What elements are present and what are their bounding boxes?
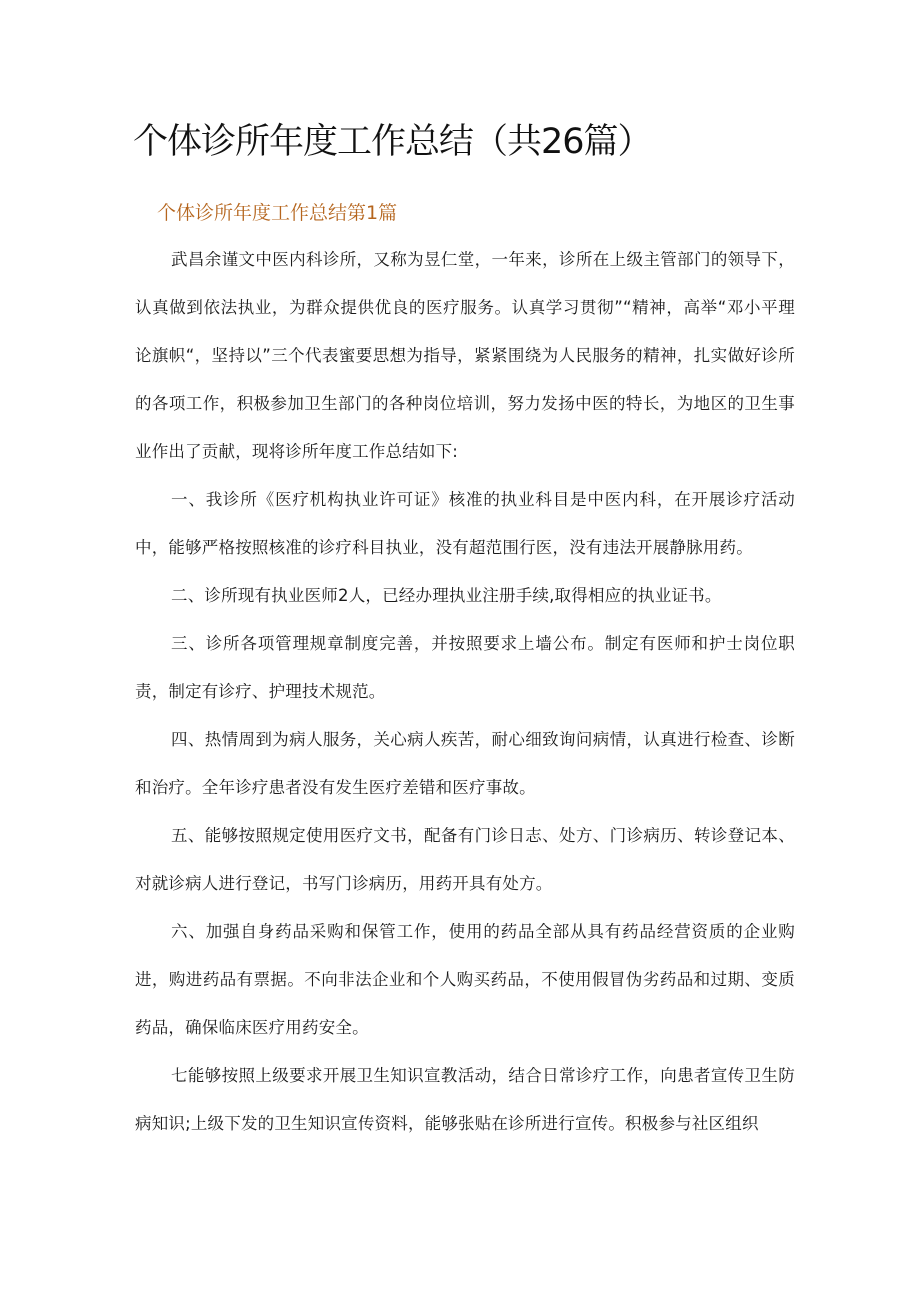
- paragraph-3: 三、诊所各项管理规章制度完善，并按照要求上墙公布。制定有医师和护士岗位职责，制定有诊疗、护理技术规范。: [135, 634, 795, 701]
- paragraph-4: 四、热情周到为病人服务，关心病人疾苦，耐心细致询问病情，认真进行检查、诊断和治疗。全年诊疗患者没有发生医疗差错和医疗事故。: [135, 730, 795, 797]
- paragraph-intro: 武昌余谨文中医内科诊所，又称为昱仁堂，一年来，诊所在上级主管部门的领导下，认真做到依法执业，为群众提供优良的医疗服务。认真学习贯彻”“精神，高举“邓小平理论旗帜“，坚持以”三个代表蜜要思想为指导，紧紧围绕为人民服务的精神，扎实做好诊所的各项工作，积极参加卫生部门的各种岗位培训，努力发扬中医的特长，为地区的卫生事业作出了贡献，现将诊所年度工作总结如下:: [135, 250, 795, 461]
- paragraph-2: 二、诊所现有执业医师2人，已经办理执业注册手续,取得相应的执业证书。: [171, 586, 722, 605]
- document-body: [135, 236, 795, 1148]
- paragraph-6: 六、加强自身药品采购和保管工作，使用的药品全部从具有药品经营资质的企业购进，购进药品有票据。不向非法企业和个人购买药品，不使用假冒伪劣药品和过期、变质药品，确保临床医疗用药安全。: [135, 922, 795, 1037]
- document-title: 个体诊所年度工作总结（共26篇）: [133, 122, 652, 162]
- section-heading: 个体诊所年度工作总结第1篇: [157, 202, 398, 224]
- paragraph-5: 五、能够按照规定使用医疗文书，配备有门诊日志、处方、门诊病历、转诊登记本、对就诊病人进行登记，书写门诊病历，用药开具有处方。: [135, 826, 795, 893]
- paragraph-1: 一、我诊所《医疗机构执业许可证》核准的执业科目是中医内科，在开展诊疗活动中，能够严格按照核准的诊疗科目执业，没有超范围行医，没有违法开展静脉用药。: [135, 490, 795, 557]
- paragraph-7: 七能够按照上级要求开展卫生知识宣教活动，结合日常诊疗工作，向患者宣传卫生防病知识;上级下发的卫生知识宣传资料，能够张贴在诊所进行宣传。积极参与社区组织: [135, 1066, 795, 1133]
